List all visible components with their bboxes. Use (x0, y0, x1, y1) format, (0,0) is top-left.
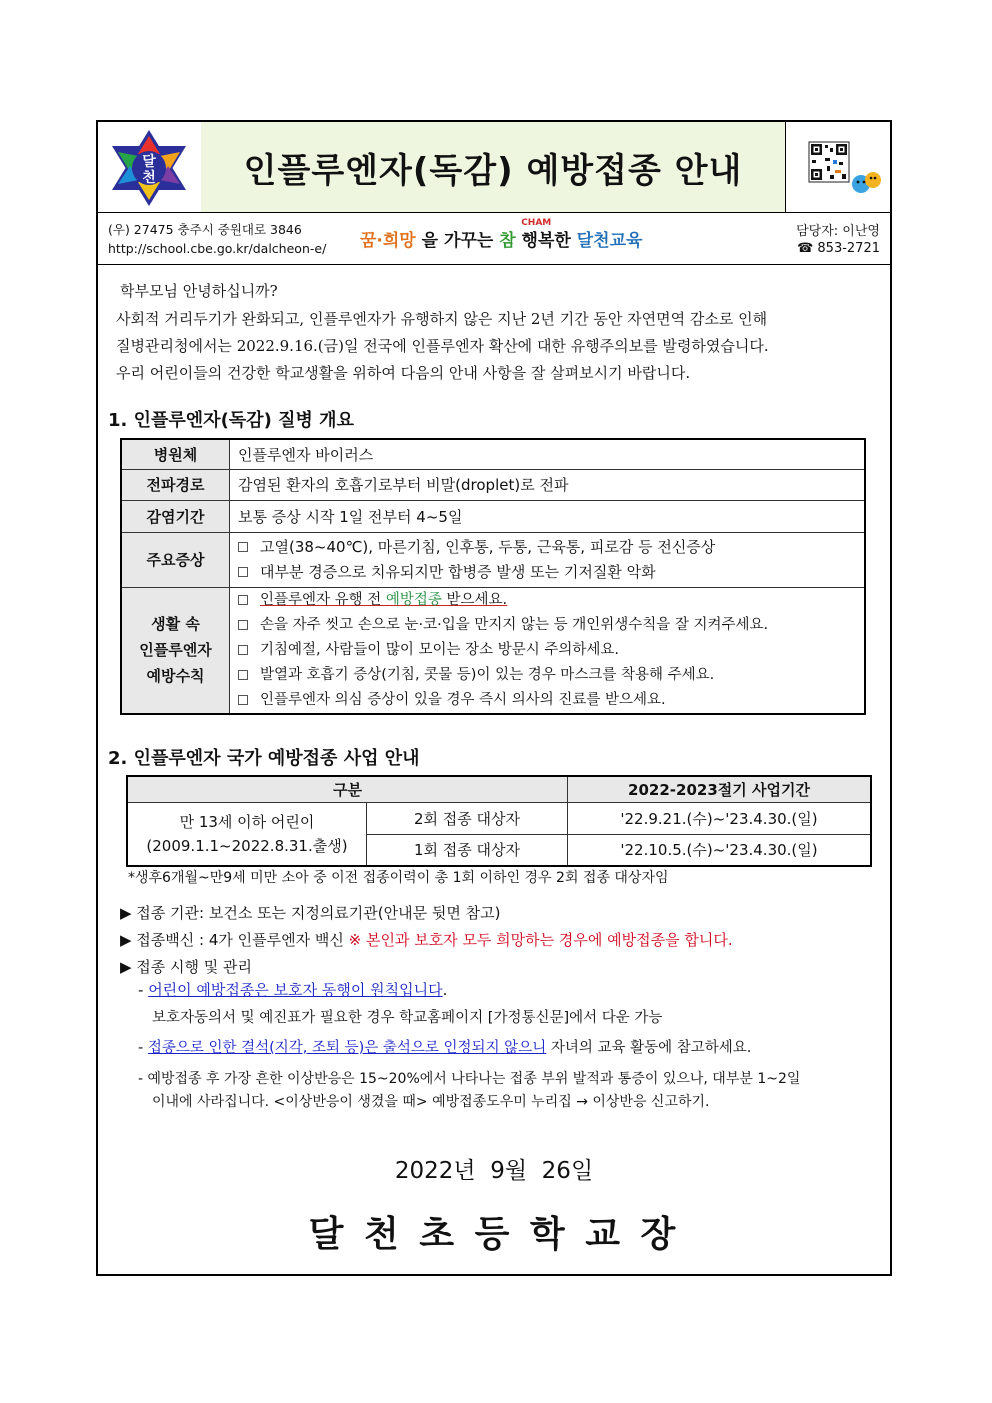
slogan-mid: 을 가꾸는 (415, 231, 500, 251)
page-title: 인플루엔자(독감) 예방접종 안내 (201, 122, 786, 212)
row-head: 주요증상 (121, 532, 230, 587)
prevention-head: 생활 속 인플루엔자 예방수칙 (121, 587, 230, 714)
slogan-cham-en: CHAM (521, 218, 552, 228)
school-url[interactable]: http://school.cbe.go.kr/dalcheon-e/ (108, 241, 327, 256)
disease-overview-table (120, 438, 866, 715)
note-dash-3-line-1: - 예방접종 후 가장 흔한 이상반응은 15~20%에서 나타나는 접종 부위 발적과 통증이 있으나, 대부분 1~2일 (138, 1071, 801, 1087)
section1-heading: 1. 인플루엔자(독감) 질병 개요 (108, 410, 354, 431)
table-row (127, 802, 871, 834)
note-agency: ▶ 접종 기관: 보건소 또는 지정의료기관(안내문 뒷면 참고) (120, 904, 501, 922)
intro-line-3: 우리 어린이들의 건강한 학교생활을 위하여 다음의 안내 사항을 잘 살펴보시기 바랍니다. (116, 364, 691, 382)
contact-strip (98, 212, 890, 265)
slogan-dream: 꿈·희망 (360, 231, 416, 251)
dose-period: '22.9.21.(수)~'23.4.30.(일) (568, 802, 872, 834)
prevention-first-c: 받으세요. (441, 591, 508, 608)
dose-type: 1회 접종 대상자 (367, 834, 568, 866)
logo-char-top: 달 (142, 154, 156, 170)
table-row (121, 532, 865, 587)
phone-number: ☎ 853-2721 (797, 241, 880, 256)
intro-line-1: 사회적 거리두기가 완화되고, 인플루엔자가 유행하지 않은 지난 2년 기간 동안 자연면역 감소로 인해 (116, 310, 768, 328)
vaccination-schedule-table (126, 775, 872, 867)
note-consent: 보호자동의서 및 예진표가 필요한 경우 학교홈페이지 [가정통신문]에서 다운 가능 (152, 1010, 663, 1026)
col-period: 2022-2023절기 사업기간 (568, 776, 872, 802)
prevention-item: 손을 자주 씻고 손으로 눈·코·입을 만지지 않는 등 개인위생수칙을 잘 지켜주세요. (260, 616, 769, 633)
dose-type: 2회 접종 대상자 (367, 802, 568, 834)
edu-office-badge (785, 122, 890, 212)
note-dash-2: - 접종으로 인한 결석(지각, 조퇴 등)은 출석으로 인정되지 않으니 자녀의 교육 활동에 참고하세요. (138, 1040, 752, 1056)
slogan-happy: 행복한 (515, 231, 577, 251)
intro-greeting: 학부모님 안녕하십니까? (120, 282, 278, 300)
note-dash-3-line-2: 이내에 사라집니다. <이상반응이 생겼을 때> 예방접종도우미 누리집 → 이상반응 신고하기. (152, 1094, 710, 1110)
note-dash-1-emphasis: 어린이 예방접종은 보호자 동행이 원칙입니다 (148, 981, 443, 999)
qr-code-icon (809, 142, 849, 182)
prevention-cell (230, 587, 866, 714)
row-value: 인플루엔자 바이러스 (230, 439, 866, 469)
schedule-footnote: *생후6개월~만9세 미만 소아 중 이전 접종이력이 총 1회 이하인 경우 2회 접종 대상자임 (128, 870, 669, 886)
note-dash-1: - 어린이 예방접종은 보호자 동행이 원칙입니다. (138, 981, 448, 999)
prevention-first-b: 예방접종 (385, 591, 442, 608)
note-dash-2-emphasis: 접종으로 인한 결석(지각, 조퇴 등)은 출석으로 인정되지 않으니 (147, 1040, 547, 1056)
prevention-first-a: 인플루엔자 유행 전 (260, 591, 386, 608)
dose-period: '22.10.5.(수)~'23.4.30.(일) (568, 834, 872, 866)
intro-line-2: 질병관리청에서는 2022.9.16.(금)일 전국에 인플루엔자 확산에 대한 유행주의보를 발령하였습니다. (116, 337, 769, 355)
group-cell (127, 802, 367, 866)
group-line-1: 만 13세 이하 어린이 (179, 812, 315, 831)
table-row (121, 469, 865, 500)
table-row (121, 587, 865, 714)
prevention-item: 기침예절, 사람들이 많이 모이는 장소 방문시 주의하세요. (260, 641, 620, 658)
row-head: 병원체 (121, 439, 230, 469)
header (98, 122, 890, 213)
school-address: (우) 27475 충주시 중원대로 3846 (108, 222, 302, 237)
row-head: 감염기간 (121, 500, 230, 532)
manager-name: 담당자: 이난영 (796, 224, 880, 239)
row-value: 감염된 환자의 호흡기로부터 비말(droplet)로 전파 (230, 469, 866, 500)
col-category: 구분 (127, 776, 568, 802)
issue-date: 2022년 9월 26일 (394, 1158, 594, 1184)
school-logo (98, 122, 202, 212)
document-frame (96, 120, 892, 1276)
table-header-row (127, 776, 871, 802)
symptom-item: 대부분 경증으로 치유되지만 합병증 발생 또는 기저질환 악화 (260, 562, 656, 581)
table-row (121, 439, 865, 469)
prevention-item: 인플루엔자 의심 증상이 있을 경우 즉시 의사의 진료를 받으세요. (260, 691, 666, 708)
slogan-school: 달천교육 (576, 231, 643, 251)
section2-heading: 2. 인플루엔자 국가 예방접종 사업 안내 (108, 748, 420, 769)
table-row (121, 500, 865, 532)
logo-char-bottom: 천 (142, 170, 156, 186)
note-vaccine-warning: ※ 본인과 보호자 모두 희망하는 경우에 예방접종을 합니다. (348, 931, 733, 949)
note-vaccine: ▶ 접종백신 : 4가 인플루엔자 백신 ※ 본인과 보호자 모두 희망하는 경우에 예방접종을 합니다. (120, 931, 733, 949)
mascot-icon (852, 172, 881, 193)
group-line-2: (2009.1.1~2022.8.31.출생) (146, 836, 348, 855)
row-value: 보통 증상 시작 1일 전부터 4~5일 (230, 500, 866, 532)
prevention-item: 발열과 호흡기 증상(기침, 콧물 등)이 있는 경우 마스크를 착용해 주세요. (260, 666, 715, 683)
signature: 달 천 초 등 학 교 장 (308, 1214, 680, 1255)
slogan (360, 218, 643, 251)
symptoms-cell (230, 532, 866, 587)
school-emblem-icon (98, 122, 201, 212)
symptom-item: 고열(38~40℃), 마른기침, 인후통, 두통, 근육통, 피로감 등 전신증상 (260, 537, 716, 556)
note-manage: ▶ 접종 시행 및 관리 (120, 958, 253, 976)
row-head: 전파경로 (121, 469, 230, 500)
slogan-cham: 참 CHAM (499, 218, 552, 251)
